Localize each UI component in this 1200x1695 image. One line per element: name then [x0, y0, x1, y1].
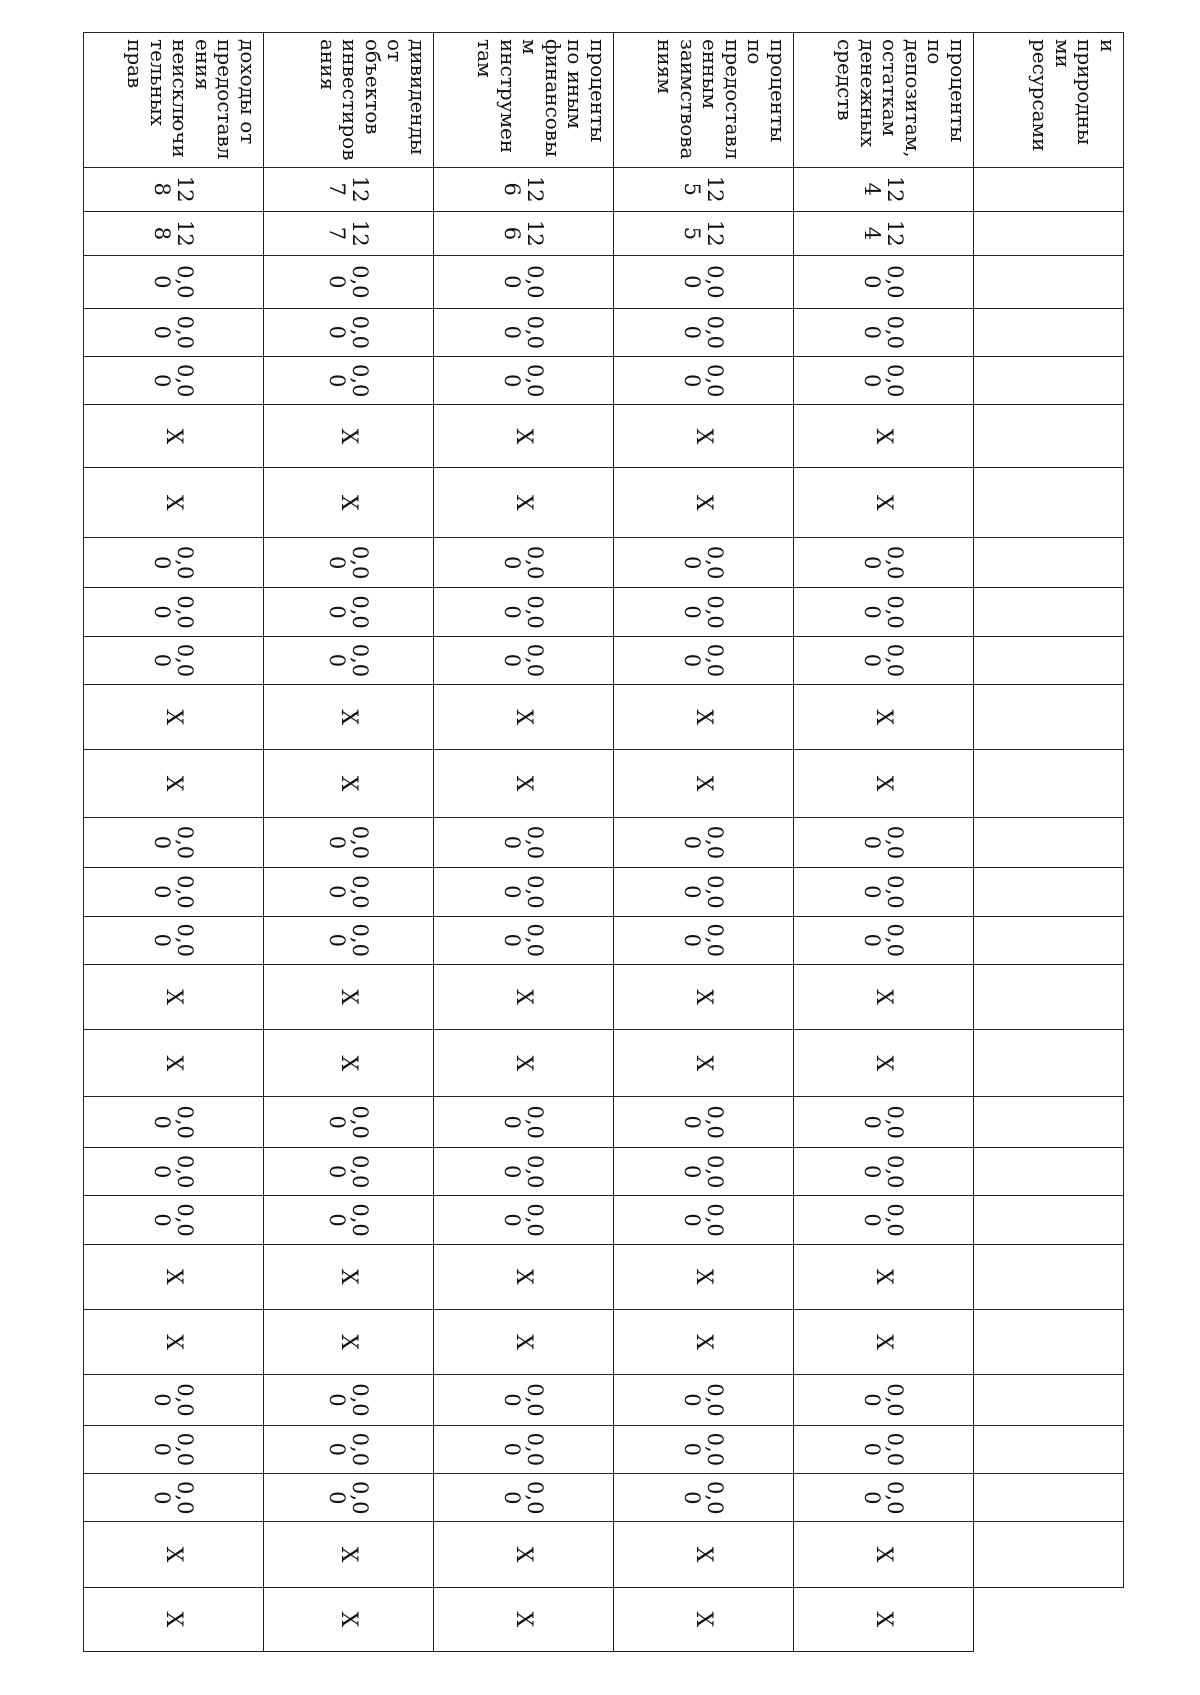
value-cell: 0,0 0	[794, 588, 974, 636]
empty-cell	[974, 868, 1124, 916]
value-cell: 0,0 0	[614, 1474, 794, 1522]
value-cell: 0,0 0	[614, 308, 794, 356]
empty-cell	[974, 468, 1124, 537]
value-cell: 0,0 0	[84, 636, 264, 684]
value-cell: 0,0 0	[434, 1474, 614, 1522]
x-mark-cell: X	[434, 1587, 614, 1651]
x-mark-cell: X	[794, 750, 974, 817]
value-cell: 0,0 0	[84, 588, 264, 636]
value-cell: 0,0 0	[614, 1147, 794, 1195]
value-cell: 0,0 0	[614, 817, 794, 867]
x-mark-cell: X	[264, 1244, 434, 1309]
empty-cell	[974, 1309, 1124, 1374]
empty-cell	[974, 817, 1124, 867]
value-cell: 0,0 0	[434, 356, 614, 404]
table-row	[434, 33, 614, 1652]
report-table	[83, 32, 1124, 1652]
empty-cell	[974, 636, 1124, 684]
value-cell: 0,0 0	[84, 308, 264, 356]
empty-cell	[974, 1097, 1124, 1147]
value-cell: 0,0 0	[794, 817, 974, 867]
x-mark-cell: X	[264, 685, 434, 750]
x-mark-cell: X	[614, 468, 794, 537]
value-cell: 0,0 0	[614, 636, 794, 684]
empty-cell	[974, 211, 1124, 255]
x-mark-cell: X	[264, 1030, 434, 1097]
x-mark-cell: X	[84, 964, 264, 1029]
value-cell: 0,0 0	[84, 916, 264, 964]
empty-cell	[974, 1196, 1124, 1244]
table-row	[84, 33, 264, 1652]
x-mark-cell: X	[794, 1309, 974, 1374]
value-cell: 0,0 0	[614, 1425, 794, 1473]
code-cell: 12 5	[614, 211, 794, 255]
value-cell: 0,0 0	[794, 1474, 974, 1522]
x-mark-cell: X	[794, 1244, 974, 1309]
value-cell: 0,0 0	[264, 255, 434, 308]
rotated-table-wrapper	[84, 32, 1124, 1652]
code-cell: 12 4	[794, 167, 974, 211]
x-mark-cell: X	[794, 468, 974, 537]
x-mark-cell: X	[794, 405, 974, 468]
x-mark-cell: X	[434, 1309, 614, 1374]
value-cell: 0,0 0	[264, 1425, 434, 1473]
value-cell: 0,0 0	[264, 1375, 434, 1425]
row-label: проценты по иным финансовы м инструмен там	[434, 33, 614, 168]
value-cell: 0,0 0	[434, 255, 614, 308]
table-body	[84, 33, 1124, 1652]
x-mark-cell: X	[264, 468, 434, 537]
x-mark-cell: X	[434, 750, 614, 817]
value-cell: 0,0 0	[84, 817, 264, 867]
value-cell: 0,0 0	[434, 1196, 614, 1244]
value-cell: 0,0 0	[614, 1196, 794, 1244]
value-cell: 0,0 0	[614, 356, 794, 404]
x-mark-cell: X	[614, 964, 794, 1029]
code-cell: 12 6	[434, 211, 614, 255]
x-mark-cell: X	[84, 1587, 264, 1651]
empty-cell	[974, 750, 1124, 817]
value-cell: 0,0 0	[264, 636, 434, 684]
value-cell: 0,0 0	[264, 1474, 434, 1522]
x-mark-cell: X	[84, 468, 264, 537]
value-cell: 0,0 0	[84, 1147, 264, 1195]
x-mark-cell: X	[794, 1587, 974, 1651]
value-cell: 0,0 0	[84, 255, 264, 308]
x-mark-cell: X	[794, 1522, 974, 1587]
value-cell: 0,0 0	[84, 1474, 264, 1522]
value-cell: 0,0 0	[614, 916, 794, 964]
empty-cell	[974, 537, 1124, 587]
x-mark-cell: X	[614, 1522, 794, 1587]
code-cell: 12 4	[794, 211, 974, 255]
table-row	[794, 33, 974, 1652]
value-cell: 0,0 0	[794, 1097, 974, 1147]
x-mark-cell: X	[614, 1030, 794, 1097]
value-cell: 0,0 0	[614, 1375, 794, 1425]
value-cell: 0,0 0	[264, 868, 434, 916]
value-cell: 0,0 0	[794, 1425, 974, 1473]
value-cell: 0,0 0	[794, 636, 974, 684]
x-mark-cell: X	[84, 1244, 264, 1309]
empty-cell	[974, 1522, 1124, 1587]
value-cell: 0,0 0	[614, 255, 794, 308]
code-cell: 12 8	[84, 167, 264, 211]
value-cell: 0,0 0	[434, 1375, 614, 1425]
x-mark-cell: X	[84, 1522, 264, 1587]
value-cell: 0,0 0	[84, 1375, 264, 1425]
row-label: дивиденды от объектов инвестиров ания	[264, 33, 434, 168]
empty-cell	[974, 588, 1124, 636]
empty-cell	[974, 255, 1124, 308]
row-label: проценты по предоставл енным заимствова ниям	[614, 33, 794, 168]
x-mark-cell: X	[614, 405, 794, 468]
value-cell: 0,0 0	[794, 868, 974, 916]
x-mark-cell: X	[794, 685, 974, 750]
code-cell: 12 7	[264, 211, 434, 255]
value-cell: 0,0 0	[434, 636, 614, 684]
table-row	[974, 33, 1124, 1652]
x-mark-cell: X	[84, 685, 264, 750]
x-mark-cell: X	[614, 1244, 794, 1309]
value-cell: 0,0 0	[794, 1196, 974, 1244]
code-cell: 12 7	[264, 167, 434, 211]
empty-cell	[974, 1474, 1124, 1522]
x-mark-cell: X	[264, 750, 434, 817]
empty-cell	[974, 167, 1124, 211]
x-mark-cell: X	[434, 1244, 614, 1309]
empty-cell	[974, 1030, 1124, 1097]
x-mark-cell: X	[434, 685, 614, 750]
x-mark-cell: X	[614, 1309, 794, 1374]
empty-cell	[974, 916, 1124, 964]
x-mark-cell: X	[434, 405, 614, 468]
value-cell: 0,0 0	[434, 817, 614, 867]
value-cell: 0,0 0	[264, 916, 434, 964]
empty-cell	[974, 308, 1124, 356]
value-cell: 0,0 0	[794, 356, 974, 404]
x-mark-cell: X	[614, 685, 794, 750]
value-cell: 0,0 0	[434, 537, 614, 587]
code-cell: 12 6	[434, 167, 614, 211]
empty-cell	[974, 1375, 1124, 1425]
value-cell: 0,0 0	[264, 1147, 434, 1195]
value-cell: 0,0 0	[614, 868, 794, 916]
x-mark-cell: X	[434, 1522, 614, 1587]
table-row	[264, 33, 434, 1652]
value-cell: 0,0 0	[614, 537, 794, 587]
value-cell: 0,0 0	[84, 1196, 264, 1244]
value-cell: 0,0 0	[794, 916, 974, 964]
x-mark-cell: X	[264, 1309, 434, 1374]
value-cell: 0,0 0	[434, 1425, 614, 1473]
value-cell: 0,0 0	[434, 588, 614, 636]
value-cell: 0,0 0	[264, 588, 434, 636]
value-cell: 0,0 0	[434, 308, 614, 356]
empty-cell	[974, 405, 1124, 468]
code-cell: 12 5	[614, 167, 794, 211]
value-cell: 0,0 0	[614, 588, 794, 636]
value-cell: 0,0 0	[794, 1147, 974, 1195]
x-mark-cell: X	[84, 1030, 264, 1097]
empty-cell	[974, 356, 1124, 404]
value-cell: 0,0 0	[264, 356, 434, 404]
value-cell: 0,0 0	[614, 1097, 794, 1147]
value-cell: 0,0 0	[264, 1196, 434, 1244]
value-cell: 0,0 0	[84, 356, 264, 404]
x-mark-cell: X	[614, 750, 794, 817]
code-cell: 12 8	[84, 211, 264, 255]
x-mark-cell: X	[84, 405, 264, 468]
x-mark-cell: X	[794, 964, 974, 1029]
x-mark-cell: X	[434, 468, 614, 537]
row-label: проценты по депозитам, остаткам денежных средств	[794, 33, 974, 168]
value-cell: 0,0 0	[264, 308, 434, 356]
x-mark-cell: X	[264, 1587, 434, 1651]
empty-cell	[974, 1147, 1124, 1195]
empty-cell	[974, 685, 1124, 750]
value-cell: 0,0 0	[794, 1375, 974, 1425]
table-row	[614, 33, 794, 1652]
x-mark-cell: X	[84, 1309, 264, 1374]
empty-cell	[974, 1244, 1124, 1309]
value-cell: 0,0 0	[84, 1425, 264, 1473]
row-label: и природны ми ресурсами	[974, 33, 1124, 168]
x-mark-cell: X	[264, 405, 434, 468]
value-cell: 0,0 0	[434, 1097, 614, 1147]
value-cell: 0,0 0	[794, 537, 974, 587]
value-cell: 0,0 0	[434, 1147, 614, 1195]
value-cell: 0,0 0	[434, 916, 614, 964]
value-cell: 0,0 0	[84, 537, 264, 587]
x-mark-cell: X	[84, 750, 264, 817]
row-label: доходы от предоставл ения неисключи тельных прав	[84, 33, 264, 168]
value-cell: 0,0 0	[264, 1097, 434, 1147]
value-cell: 0,0 0	[264, 537, 434, 587]
x-mark-cell: X	[614, 1587, 794, 1651]
value-cell: 0,0 0	[264, 817, 434, 867]
x-mark-cell: X	[264, 964, 434, 1029]
value-cell: 0,0 0	[84, 1097, 264, 1147]
value-cell: 0,0 0	[794, 308, 974, 356]
value-cell: 0,0 0	[434, 868, 614, 916]
x-mark-cell: X	[434, 1030, 614, 1097]
x-mark-cell: X	[794, 1030, 974, 1097]
empty-cell	[974, 1425, 1124, 1473]
value-cell: 0,0 0	[794, 255, 974, 308]
x-mark-cell: X	[264, 1522, 434, 1587]
value-cell: 0,0 0	[84, 868, 264, 916]
empty-cell	[974, 964, 1124, 1029]
x-mark-cell: X	[434, 964, 614, 1029]
